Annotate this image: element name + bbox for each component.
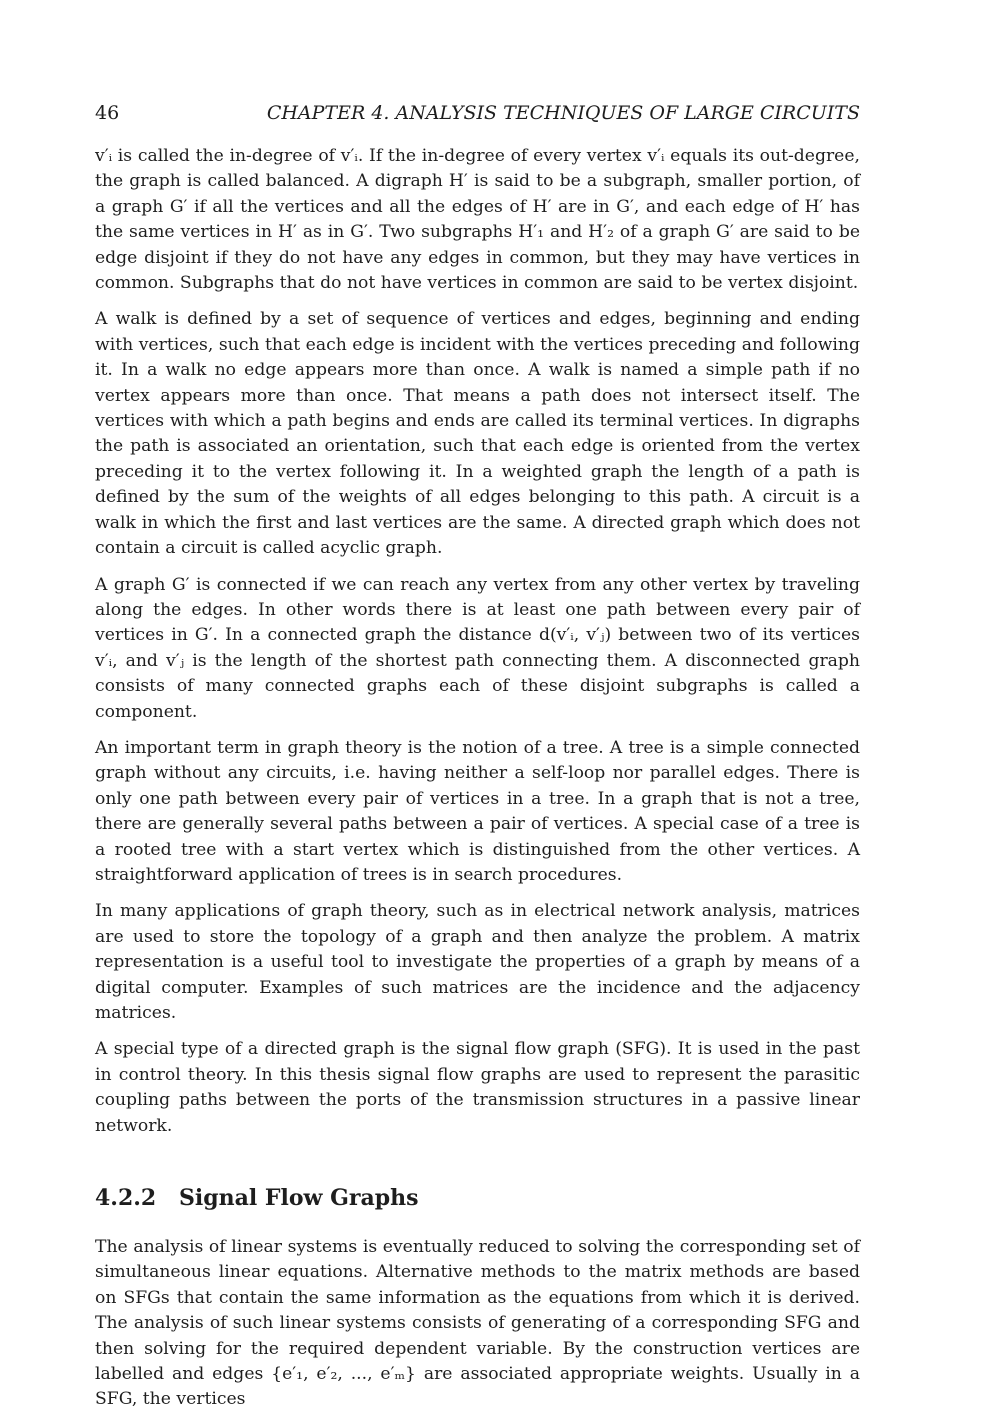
paragraph: A special type of a directed graph is the signal flow graph (SFG). It is used in the past in control theory. In this thesis signal flow graphs are used to represent the parasitic coupling paths between the ports of the transmission structures in a passive linear network. — [95, 1039, 860, 1136]
paragraph: In many applications of graph theory, such as in electrical network analysis, matrices are used to store the topology of a graph and then analyze the problem. A matrix representation is a useful tool to investigate the properties of a graph by means of a digital computer. Examples of such matrices are the incidence and the adjacency matrices. — [95, 901, 860, 1023]
page-header — [95, 100, 860, 126]
section-title: Signal Flow Graphs — [179, 1185, 419, 1212]
section-heading — [95, 1183, 860, 1213]
paragraph: The analysis of linear systems is eventually reduced to solving the corresponding set of simultaneous linear equations. Alternative methods to the matrix methods are based on SFGs that contain the same information as the equations from which it is derived. The analysis of such linear systems consists of generating of a corresponding SFG and then solving for the required dependent variable. By the construction vertices are labelled and edges {e′₁, e′₂, ..., e′ₘ} are associated appropriate weights. Usually in a SFG, the vertices — [95, 1237, 860, 1410]
section-number: 4.2.2 — [95, 1185, 157, 1212]
paragraph: A graph G′ is connected if we can reach any vertex from any other vertex by traveling along the edges. In other words there is at least one path between every pair of vertices in G′. In a connected graph the distance d(v′ᵢ, v′ⱼ) between two of its vertices v′ᵢ, and v′ⱼ is the length of the shortest path connecting them. A disconnected graph consists of many connected graphs each of these disjoint subgraphs is called a component. — [95, 574, 860, 722]
running-title: CHAPTER 4. ANALYSIS TECHNIQUES OF LARGE CIRCUITS — [266, 102, 860, 124]
paragraph: An important term in graph theory is the notion of a tree. A tree is a simple connected graph without any circuits, i.e. having neither a self-loop nor parallel edges. There is only one path between every pair of vertices in a tree. In a graph that is not a tree, there are generally several paths between a pair of vertices. A special case of a tree is a rooted tree with a start vertex which is distinguished from the other vertices. A straightforward application of trees is in search procedures. — [95, 737, 860, 885]
paragraph: A walk is defined by a set of sequence of vertices and edges, beginning and ending with vertices, such that each edge is incident with the vertices preceding and following it. In a walk no edge appears more than once. A walk is named a simple path if no vertex appears more than once. That means a path does not intersect itself. The vertices with which a path begins and ends are called its terminal vertices. In digraphs the path is associated an orientation, such that each edge is oriented from the vertex preceding it to the vertex following it. In a weighted graph the length of a path is defined by the sum of the weights of all edges belonging to this path. A circuit is a walk in which the first and last vertices are the same. A directed graph which does not contain a circuit is called acyclic graph. — [95, 309, 860, 559]
paragraph: v′ᵢ is called the in-degree of v′ᵢ. If the in-degree of every vertex v′ᵢ equals its out-degree, the graph is called balanced. A digraph H′ is said to be a subgraph, smaller portion, of a graph G′ if all the vertices and all the edges of H′ are in G′, and each edge of H′ has the same vertices in H′ as in G′. Two subgraphs H′₁ and H′₂ of a graph G′ are said to be edge disjoint if they do not have any edges in common, but they may have vertices in common. Subgraphs that do not have vertices in common are said to be vertex disjoint. — [95, 146, 860, 294]
page-number: 46 — [95, 102, 120, 124]
page-body — [95, 144, 860, 1424]
